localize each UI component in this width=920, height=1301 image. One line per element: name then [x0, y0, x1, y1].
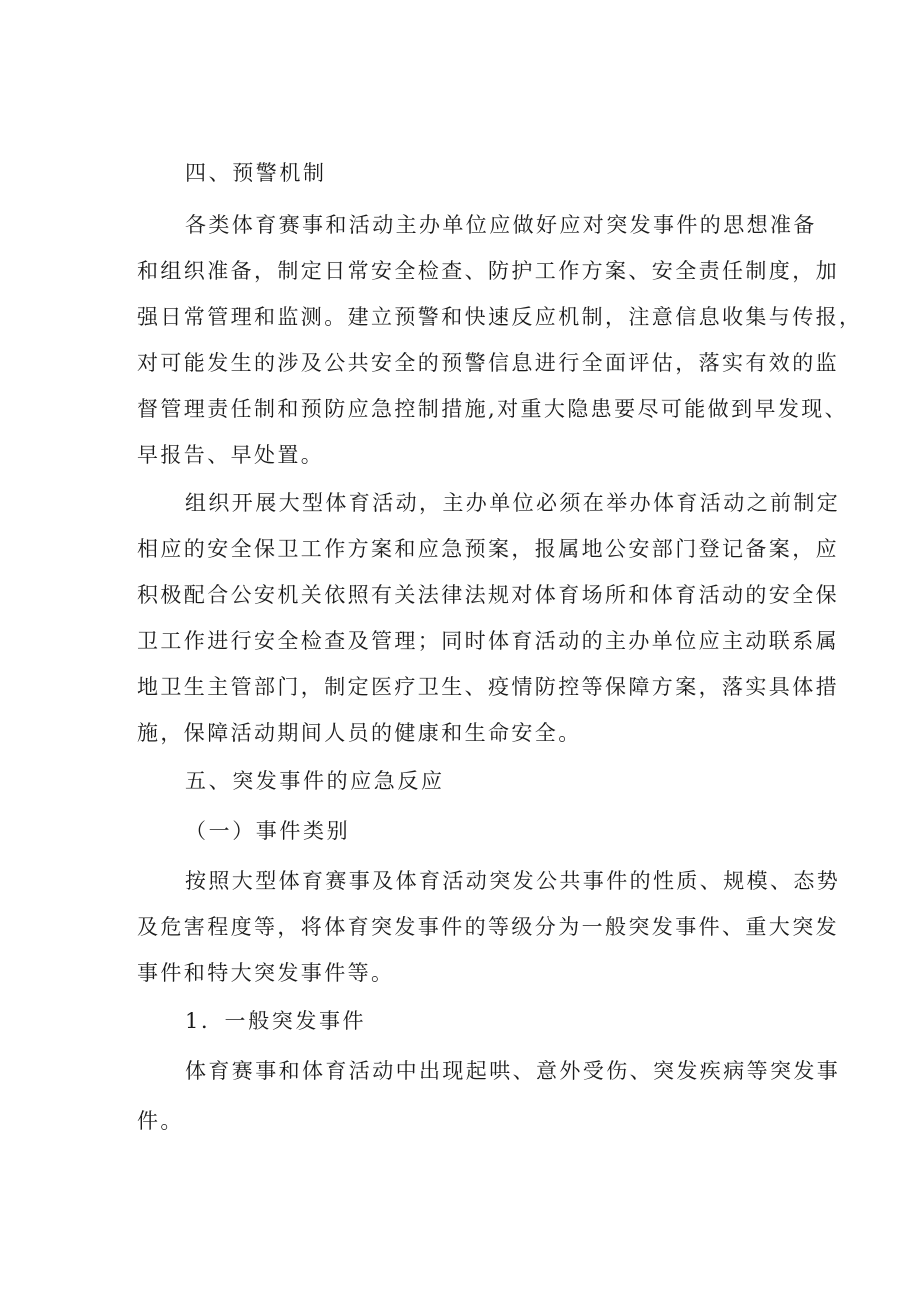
subsection-heading-event-categories: （一）事件类别: [185, 819, 351, 843]
paragraph-line: 及危害程度等，将体育突发事件的等级分为一般突发事件、重大突发: [137, 915, 839, 939]
item-heading-general-incident: 1．一般突发事件: [185, 1009, 367, 1033]
paragraph-line: 对可能发生的涉及公共安全的预警信息进行全面评估，落实有效的监: [137, 351, 839, 375]
section-heading-emergency-response: 五、突发事件的应急反应: [185, 769, 445, 793]
paragraph-line: 事件和特大突发事件等。: [137, 961, 395, 985]
section-heading-early-warning: 四、预警机制: [185, 161, 327, 185]
paragraph-line: 按照大型体育赛事及体育活动突发公共事件的性质、规模、态势: [185, 869, 841, 893]
paragraph-line: 相应的安全保卫工作方案和应急预案，报属地公安部门登记备案，应: [137, 537, 839, 561]
paragraph-line: 体育赛事和体育活动中出现起哄、意外受伤、突发疾病等突发事: [185, 1059, 841, 1083]
paragraph-line: 地卫生主管部门，制定医疗卫生、疫情防控等保障方案，落实具体措: [137, 675, 839, 699]
paragraph-line: 件。: [137, 1109, 184, 1133]
paragraph-line: 各类体育赛事和活动主办单位应做好应对突发事件的思想准备: [185, 213, 817, 237]
paragraph-line: 督管理责任制和预防应急控制措施,对重大隐患要尽可能做到早发现、: [137, 397, 849, 421]
paragraph-line: 和组织准备，制定日常安全检查、防护工作方案、安全责任制度，加: [137, 259, 839, 283]
paragraph-line: 卫工作进行安全检查及管理；同时体育活动的主办单位应主动联系属: [137, 629, 839, 653]
paragraph-line: 早报告、早处置。: [137, 443, 325, 467]
paragraph-line: 施，保障活动期间人员的健康和生命安全。: [137, 721, 582, 745]
paragraph-line: 积极配合公安机关依照有关法律法规对体育场所和体育活动的安全保: [137, 583, 839, 607]
paragraph-line: 强日常管理和监测。建立预警和快速反应机制，注意信息收集与传报，: [137, 305, 863, 329]
paragraph-line: 组织开展大型体育活动，主办单位必须在举办体育活动之前制定: [185, 491, 841, 515]
